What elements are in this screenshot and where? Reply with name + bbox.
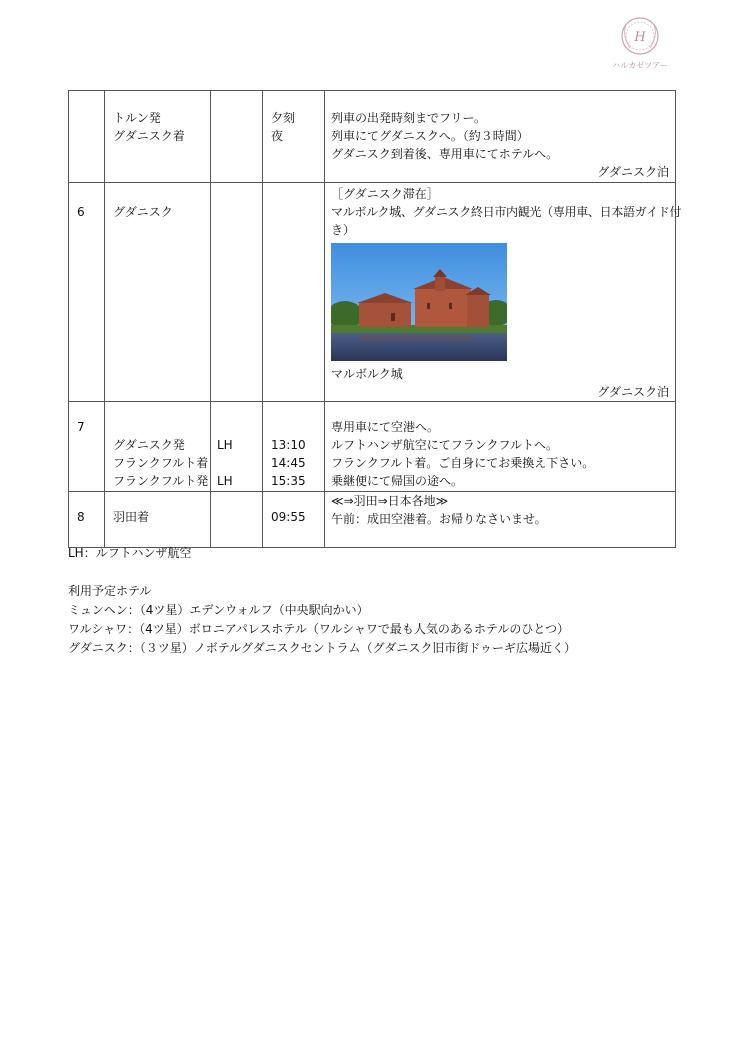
detail-text: ［グダニスク滞在］ bbox=[331, 187, 439, 201]
detail-text: 列車の出発時刻までフリー。 bbox=[331, 111, 487, 125]
place-text: トルン発 bbox=[113, 111, 161, 125]
time-cell bbox=[263, 492, 325, 548]
company-logo bbox=[612, 14, 668, 72]
hotel-item: ワルシャワ：（4ツ星）ボロニアパレスホテル（ワルシャワで最も人気のあるホテルのひとつ） bbox=[68, 622, 570, 636]
detail-text: ルフトハンザ航空にてフランクフルトへ。 bbox=[331, 438, 559, 452]
day-cell bbox=[69, 402, 105, 492]
detail-cell bbox=[325, 402, 676, 492]
time-cell bbox=[263, 183, 325, 402]
detail-text: き） bbox=[331, 223, 356, 237]
place-cell bbox=[105, 402, 211, 492]
flight-cell bbox=[211, 183, 263, 402]
time-text: 15:35 bbox=[271, 474, 306, 488]
time-text: 09:55 bbox=[271, 510, 306, 524]
time-text: 14:45 bbox=[271, 456, 306, 470]
logo-text: ハルカゼツアー bbox=[612, 61, 668, 70]
day-number: 8 bbox=[77, 510, 85, 524]
table-row bbox=[69, 91, 676, 183]
time-cell bbox=[263, 91, 325, 183]
day-number: 7 bbox=[77, 420, 85, 434]
place-cell bbox=[105, 91, 211, 183]
spacer bbox=[68, 563, 576, 582]
detail-text: 専用車にて空港へ。 bbox=[331, 420, 440, 434]
detail-cell bbox=[325, 91, 676, 183]
notes-section bbox=[68, 544, 576, 658]
flight-code: LH bbox=[217, 474, 233, 488]
place-cell bbox=[105, 492, 211, 548]
time-text: 夜 bbox=[271, 129, 284, 143]
place-text: フランクフルト発 bbox=[113, 474, 209, 488]
flight-cell bbox=[211, 402, 263, 492]
time-text: 13:10 bbox=[271, 438, 306, 452]
table-row bbox=[69, 402, 676, 492]
logo-emblem-icon bbox=[612, 14, 668, 60]
day-cell bbox=[69, 183, 105, 402]
detail-text: グダニスク到着後、専用車にてホテルへ。 bbox=[331, 147, 559, 161]
hotels-title: 利用予定ホテル bbox=[68, 584, 152, 598]
overnight-text: グダニスク泊 bbox=[597, 165, 669, 179]
overnight-text: グダニスク泊 bbox=[597, 385, 669, 399]
detail-text: マルボルク城、グダニスク終日市内観光（専用車、日本語ガイド付 bbox=[331, 205, 682, 219]
flight-cell bbox=[211, 91, 263, 183]
svg-text:H: H bbox=[634, 30, 646, 45]
time-cell bbox=[263, 402, 325, 492]
detail-text: フランクフルト着。ご自身にてお乗換え下さい。 bbox=[331, 456, 595, 470]
day-number: 6 bbox=[77, 205, 85, 219]
day-cell bbox=[69, 91, 105, 183]
hotel-item: ミュンヘン：（4ツ星）エデンウォルフ（中央駅向かい） bbox=[68, 603, 369, 617]
table-row bbox=[69, 492, 676, 548]
place-text: グダニスク bbox=[113, 205, 173, 219]
airline-note: LH：ルフトハンザ航空 bbox=[68, 546, 192, 560]
detail-text: 午前：成田空港着。お帰りなさいませ。 bbox=[331, 512, 547, 526]
time-text: 夕刻 bbox=[271, 111, 296, 125]
itinerary-table bbox=[68, 90, 682, 548]
photo-caption: マルボルク城 bbox=[331, 367, 403, 381]
hotel-item: グダニスク：（３ツ星）ノボテルグダニスクセントラム（グダニスク旧市街ドゥーギ広場近く） bbox=[68, 641, 577, 655]
malbork-castle-photo bbox=[331, 243, 507, 361]
place-cell bbox=[105, 183, 211, 402]
day-cell bbox=[69, 492, 105, 548]
detail-cell bbox=[325, 492, 676, 548]
table-row bbox=[69, 183, 676, 402]
place-text: グダニスク発 bbox=[113, 438, 185, 452]
detail-text: 列車にてグダニスクへ。（約３時間） bbox=[331, 129, 529, 143]
flight-cell bbox=[211, 492, 263, 548]
flight-code: LH bbox=[217, 438, 233, 452]
flight-code bbox=[217, 454, 262, 472]
detail-text: ≪⇒羽田⇒日本各地≫ bbox=[331, 494, 449, 508]
detail-text: 乗継便にて帰国の途へ。 bbox=[331, 474, 464, 488]
detail-cell bbox=[325, 183, 682, 402]
place-text: 羽田着 bbox=[113, 510, 150, 524]
place-text: フランクフルト着 bbox=[113, 456, 209, 470]
place-text: グダニスク着 bbox=[113, 129, 185, 143]
